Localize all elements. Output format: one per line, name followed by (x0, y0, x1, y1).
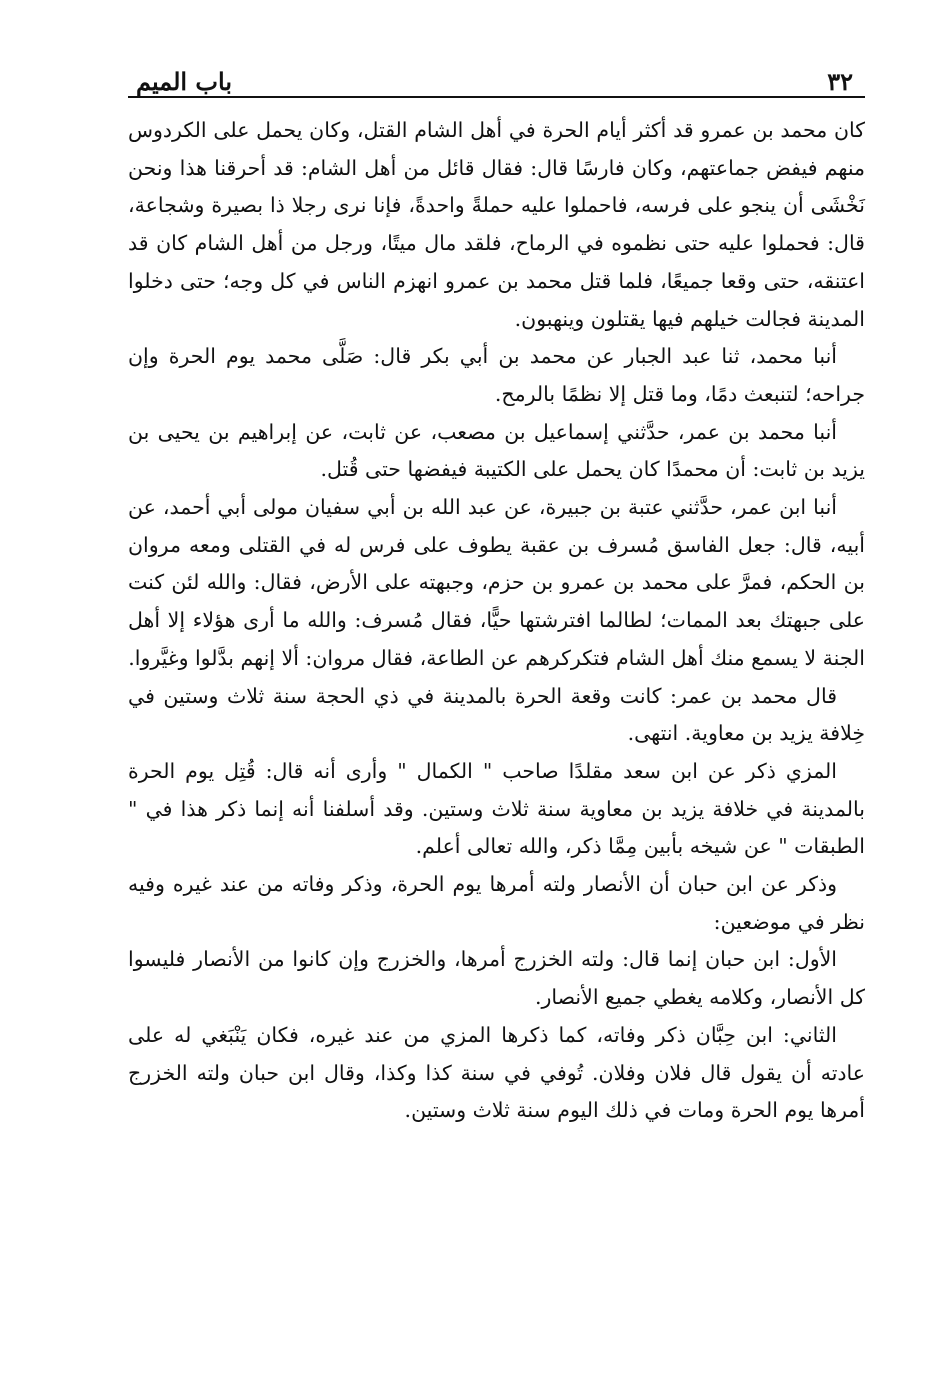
paragraph: أنبا محمد بن عمر، حدَّثني إسماعيل بن مصعب، عن ثابت، عن إبراهيم بن يحيى بن يزيد بن ثابت: أن محمدًا كان يحمل على الكتيبة فيفضها حتى قُتل. (128, 419, 865, 482)
paragraph: الثاني: ابن حِبَّان ذكر وفاته، كما ذكرها المزي من عند غيره، فكان يَنْبَغي له على عادته أن يقول قال فلان وفلان. تُوفي في سنة كذا وكذا، وقال ابن حبان ولته الخزرج أمرها يوم الحرة ومات في ذلك اليوم سنة ثلاث وستين. (128, 1022, 865, 1123)
book-page (128, 58, 865, 1130)
chapter-title: باب الميم (136, 67, 233, 96)
paragraph: المزي ذكر عن ابن سعد مقلدًا صاحب " الكمال " وأرى أنه قال: قُتِل يوم الحرة بالمدينة في خلافة يزيد بن معاوية سنة ثلاث وستين. وقد أسلفنا أنه إنما ذكر هذا في " الطبقات " عن شيخه بأبين مِمَّا ذكر، والله تعالى أعلم. (128, 758, 865, 859)
body-text (128, 112, 865, 1130)
paragraph: أنبا ابن عمر، حدَّثني عتبة بن جبيرة، عن عبد الله بن أبي سفيان مولى أبي أحمد، عن أبيه، قال: جعل الفاسق مُسرف بن عقبة يطوف على فرس له في القتلى ومعه مروان بن الحكم، فمرَّ على محمد بن عمرو بن حزم، وجبهته على الأرض، فقال: والله لئن كنت على جبهتك بعد الممات؛ لطالما افترشتها حيًّا، فقال مُسرف: والله ما أرى هؤلاء إلا أهل الجنة لا يسمع منك أهل الشام فتكركرهم عن الطاعة، فقال مروان: ألا إنهم بدَّلوا وغيَّروا. (128, 495, 865, 670)
page-number: ٣٢ (827, 67, 853, 96)
running-header (128, 58, 865, 98)
paragraph: كان محمد بن عمرو قد أكثر أيام الحرة في أهل الشام القتل، وكان يحمل على الكردوس منهم فيفض جماعتهم، وكان فارسًا قال: فقال قائل من أهل الشام: قد أحرقنا هذا ونحن نَخْشَى أن ينجو على فرسه، فاحملوا عليه حملةً واحدةً، فإنا نرى رجلا ذا بصيرة وشجاعة، قال: فحملوا عليه حتى نظموه في الرماح، فلقد مال ميتًا، ورجل من أهل الشام كان قد اعتنقه، حتى وقعا جميعًا، فلما قتل محمد بن عمرو انهزم الناس في كل وجه؛ حتى دخلوا المدينة فجالت خيلهم فيها يقتلون وينهبون. (128, 118, 865, 331)
paragraph: وذكر عن ابن حبان أن الأنصار ولته أمرها يوم الحرة، وذكر وفاته من عند غيره وفيه نظر في موضعين: (128, 872, 865, 934)
paragraph: الأول: ابن حبان إنما قال: ولته الخزرج أمرها، والخزرج وإن كانوا من الأنصار فليسوا كل الأنصار، وكلامه يغطي جميع الأنصار. (128, 947, 865, 1010)
paragraph: أنبا محمد، ثنا عبد الجبار عن محمد بن أبي بكر قال: صَلَّى محمد يوم الحرة وإن جراحه؛ لتنبعث دمًا، وما قتل إلا نظمًا بالرمح. (128, 344, 865, 406)
paragraph: قال محمد بن عمر: كانت وقعة الحرة بالمدينة في ذي الحجة سنة ثلاث وستين في خِلافة يزيد بن معاوية. انتهى. (128, 683, 865, 746)
